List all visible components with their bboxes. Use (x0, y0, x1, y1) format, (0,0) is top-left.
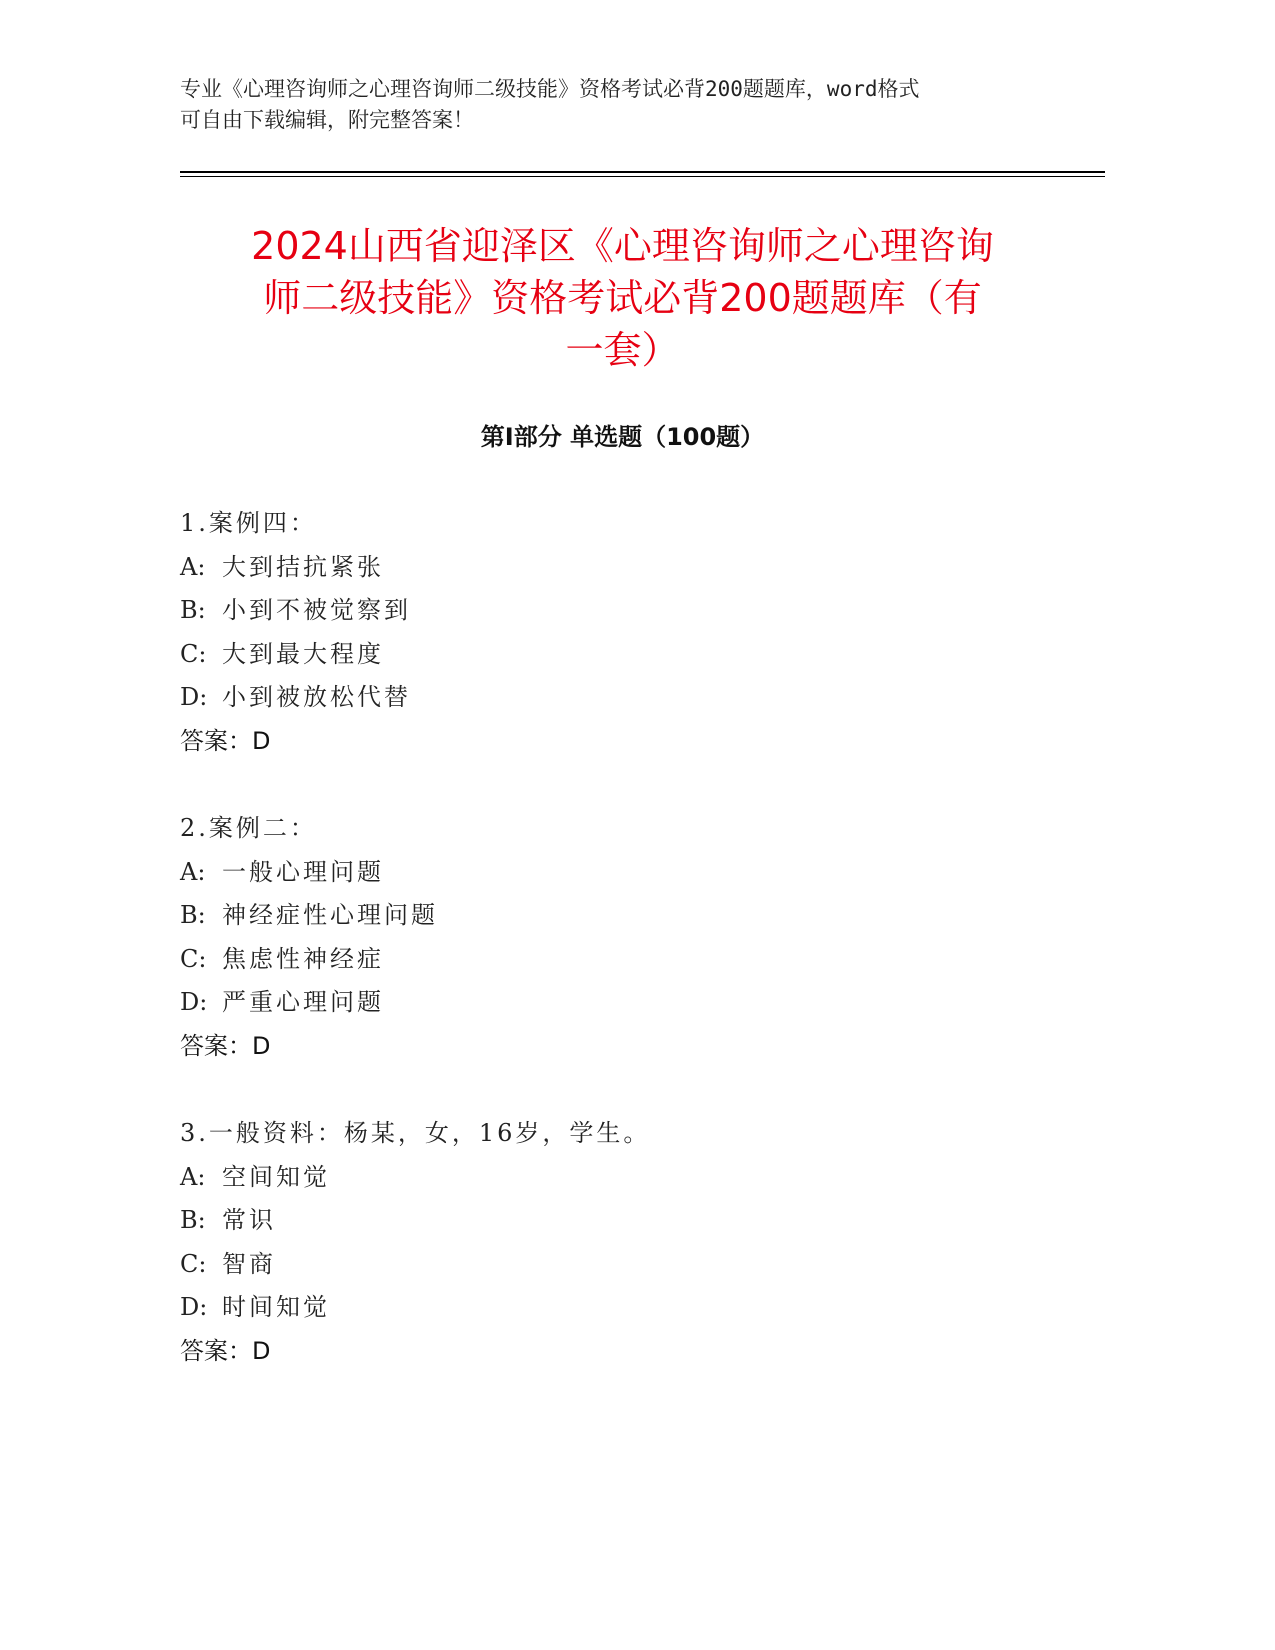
option-key: C: (180, 944, 207, 973)
option-text: 严重心理问题 (222, 988, 384, 1016)
answer-option (180, 633, 1060, 677)
answer-line: 答案：D (180, 1336, 271, 1365)
option-key: C: (180, 1249, 207, 1278)
option-key: C: (180, 639, 207, 668)
option-text: 小到被放松代替 (222, 683, 411, 711)
answer-option (180, 894, 1060, 938)
header-note-line: 专业《心理咨询师之心理咨询师二级技能》资格考试必背200题题库，word格式 (180, 77, 920, 101)
option-key: B: (180, 901, 206, 929)
option-text: 一般心理问题 (222, 857, 384, 886)
question-block (180, 1112, 1060, 1373)
answer-line: 答案：D (180, 1031, 271, 1060)
option-text: 大到最大程度 (222, 639, 384, 668)
option-key: A: (180, 857, 206, 886)
answer-line: 答案：D (180, 726, 271, 755)
option-text: 空间知觉 (222, 1162, 330, 1191)
header-divider-thick (180, 171, 1105, 173)
option-text: 焦虑性神经症 (222, 944, 384, 973)
option-key: D: (180, 1293, 208, 1321)
document-title-line: 2024山西省迎泽区《心理咨询师之心理咨询 (251, 224, 994, 268)
option-key: D: (180, 988, 208, 1016)
answer-option (180, 938, 1060, 982)
option-text: 大到拮抗紧张 (222, 552, 384, 581)
answer-option (180, 1243, 1060, 1287)
answer-option (180, 981, 1060, 1025)
option-text: 小到不被觉察到 (222, 596, 411, 624)
document-title-line: 一套） (565, 328, 680, 372)
option-key: D: (180, 683, 208, 711)
option-key: B: (180, 596, 206, 624)
answer-option (180, 676, 1060, 720)
option-text: 时间知觉 (222, 1293, 330, 1321)
option-text: 常识 (222, 1206, 276, 1234)
answer-option (180, 546, 1060, 590)
question-stem: 3.一般资料：杨某，女，16岁，学生。 (180, 1119, 651, 1147)
document-title (180, 220, 1065, 376)
option-key: A: (180, 552, 206, 581)
answer-option (180, 1199, 1060, 1243)
answer-option (180, 589, 1060, 633)
question-stem: 1.案例四： (180, 509, 317, 537)
question-stem: 2.案例二： (180, 814, 317, 842)
question-block (180, 502, 1060, 763)
header-divider-thin (180, 176, 1105, 177)
header-note-line: 可自由下载编辑，附完整答案！ (180, 108, 474, 132)
option-key: B: (180, 1206, 206, 1234)
document-title-line: 师二级技能》资格考试必背200题题库（有 (263, 276, 982, 320)
option-key: A: (180, 1162, 206, 1191)
answer-option (180, 851, 1060, 895)
section-heading: 第I部分 单选题（100题） (480, 423, 765, 451)
answer-option (180, 1156, 1060, 1200)
header-note (180, 74, 1040, 136)
option-text: 神经症性心理问题 (222, 901, 438, 929)
option-text: 智商 (222, 1249, 276, 1278)
answer-option (180, 1286, 1060, 1330)
question-block (180, 807, 1060, 1068)
